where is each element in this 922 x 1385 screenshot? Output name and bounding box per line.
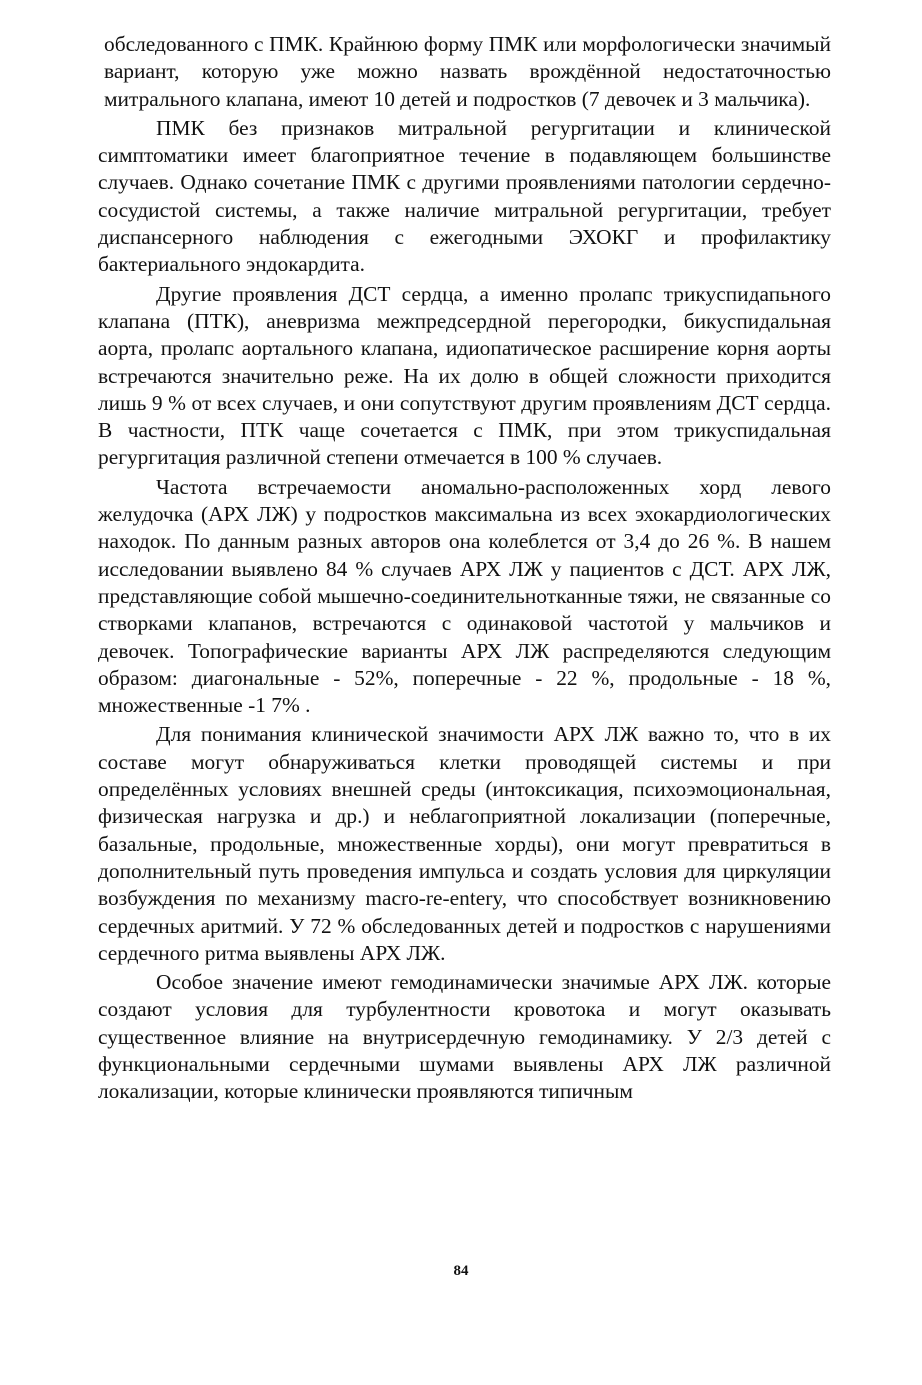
paragraph-6: Особое значение имеют гемодинамически значимые АРХ ЛЖ. которые создают условия для турбулентности кровотока и могут оказывать существенное влияние на внутрисердечную гемодинамику. У 2/3 детей с функциональными сердечными шумами выявлены АРХ ЛЖ различной локализации, которые клинически проявляются типичным	[98, 970, 831, 1104]
paragraph-2: ПМК без признаков митральной регургитации и клинической симптоматики имеет благоприятное течение в подавляющем большинстве случаев. Однако сочетание ПМК с другими проявлениями патологии сердечно-сосудистой системы, а также наличие митральной регургитации, требует диспансерного наблюдения с ежегодными ЭХОКГ и профилактику бактериального эндокардита.	[98, 115, 831, 277]
paragraph-5: Для понимания клинической значимости АРХ ЛЖ важно то, что в их составе могут обнаруживаться клетки проводящей системы и при определённых условиях внешней среды (интоксикация, психоэмоциональная, физическая нагрузка и др.) и неблагоприятной локализации (поперечные, базальные, продольные, множественные хорды), они могут превратиться в дополнительный путь проведения импульса и создать условия для циркуляции возбуждения по механизму macro-re-entery, что способствует возникновению сердечных аритмий. У 72 % обследованных детей и подростков с нарушениями сердечного ритма выявлены АРХ ЛЖ.	[98, 722, 831, 965]
paragraph-4: Частота встречаемости аномально-расположенных хорд левого желудочка (АРХ ЛЖ) у подростков максимальна из всех эхокардиологических находок. По данным разных авторов она колеблется от 3,4 до 26 %. В нашем исследовании выявлено 84 % случаев АРХ ЛЖ у пациентов с ДСТ. АРХ ЛЖ, представляющие собой мышечно-соединительнотканные тяжи, не связанные со створками клапанов, встречаются с одинаковой частотой у мальчиков и девочек. Топографические варианты АРХ ЛЖ распределяются следующим образом: диагональные - 52%, поперечные - 22 %, продольные - 18 %, множественные -1 7% .	[98, 474, 831, 718]
body-text	[98, 31, 831, 1108]
page-number: 84	[453, 1263, 469, 1279]
paragraph-3: Другие проявления ДСТ сердца, а именно пролапс трикуспидапьного клапана (ПТК), аневризма межпредсердной перегородки, бикуспидальная аорта, пролапс аортального клапана, идиопатическое расширение корня аорты встречаются значительно реже. На их долю в общей сложности приходится лишь 9 % от всех случаев, и они сопутствуют другим проявлениям ДСТ сердца. В частности, ПТК чаще сочетается с ПМК, при этом трикуспидальная регургитация различной степени отмечается в 100 % случаев.	[98, 281, 831, 470]
paragraph-1: обследованного с ПМК. Крайнюю форму ПМК или морфологически значимый вариант, которую уже можно назвать врождённой недостаточностью митрального клапана, имеют 10 детей и подростков (7 девочек и 3 мальчика).	[104, 32, 831, 111]
